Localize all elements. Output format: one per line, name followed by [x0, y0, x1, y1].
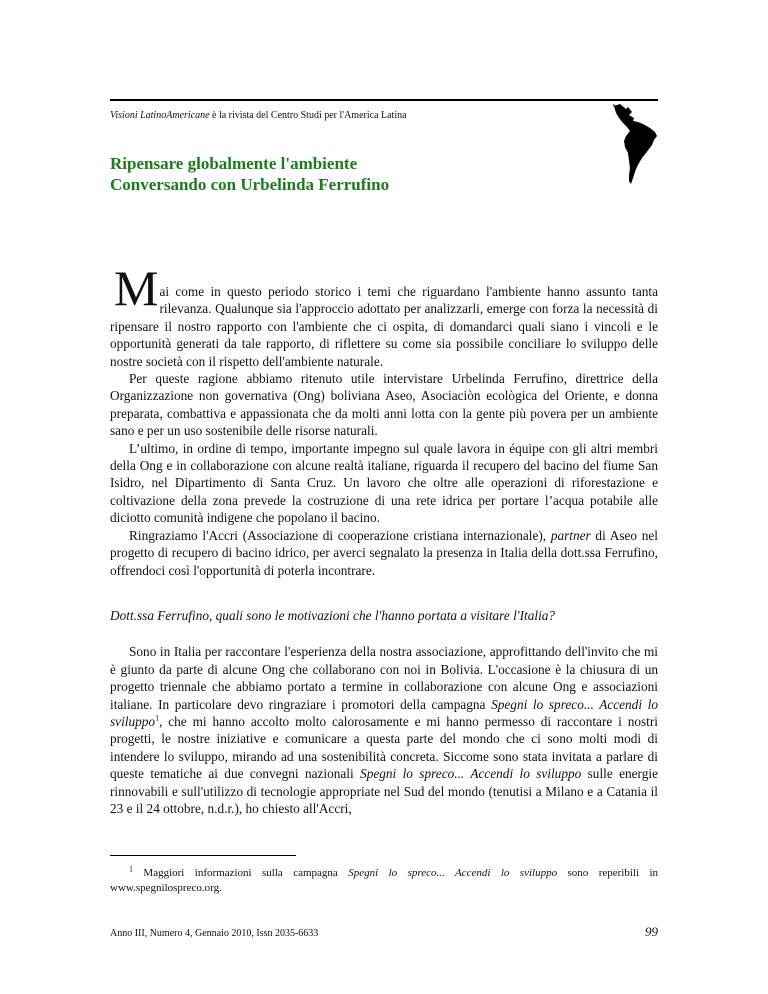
interview-question: Dott.ssa Ferrufino, quali sono le motivazioni che l'hanno portata a visitare l'Italia? — [110, 607, 556, 623]
footnote-mark: 1 — [129, 864, 133, 874]
header-rule — [110, 99, 658, 101]
paragraph-2: Per queste ragione abbiamo ritenuto utile intervistare Urbelinda Ferrufino, direttrice della Organizzazione non governativa (Ong) boliviana Aseo, Asociaciòn ecològica del Oriente, e donna preparata, combattiva e appassionata che da molti anni lotta con la gente più povera per un ambiente sano e per un uso sostenibile delle risorse naturali. — [110, 371, 658, 439]
title-line-1: Ripensare globalmente l'ambiente — [110, 154, 358, 173]
paragraph-4: Ringraziamo l'Accri (Associazione di cooperazione cristiana internazionale), partner di Aseo nel progetto di recupero di bacino idrico, per averci segnalato la presenza in Italia della dott.ssa Ferrufino, offrendoci così l'opportunità di poterla incontrare. — [110, 527, 658, 578]
journal-name: Visioni LatinoAmericane — [110, 110, 210, 121]
footnote: $^1$ Maggiori informazioni sulla campagna Spegni lo spreco... Accendi lo sviluppo sono reperibili in www.spegnilospreco.org. — [110, 864, 658, 894]
issue-info: Anno III, Numero 4, Gennaio 2010, Issn 2035-6633 — [110, 928, 319, 939]
drop-cap: M — [114, 260, 159, 316]
page-number: 99 — [645, 924, 658, 939]
article-body — [110, 260, 658, 817]
intro-text: ai come in questo periodo storico i temi che riguardano l'ambiente hanno assunto tanta rilevanza. Qualunque sia l'approccio adottato per analizzarli, emerge con forza la necessità di ripensare il nostro rapporto con l'ambiente che ci ospita, di domandarci quali siano i vincoli e le opportunità generati da tale rapporto, di riflettere su come sia possibile conciliare lo sviluppo delle nostre società con il rispetto dell'ambiente naturale. — [110, 284, 658, 369]
title-line-2: Conversando con Urbelinda Ferrufino — [110, 175, 390, 194]
paragraph-answer: Sono in Italia per raccontare l'esperienza della nostra associazione, approfittando dell'invito che mi è giunto da parte di alcune Ong che collaborano con noi in Bolivia. L'occasione è la chiusura di un progetto triennale che abbiamo portato a termine in collaborazione con alcune Ong e associazioni italiane. In particolare devo ringraziare i promotori della campagna Spegni lo spreco... Accendi lo sviluppo$^1$, che mi hanno accolto molto calorosamente e mi hanno permesso di raccontare i nostri progetti, le nostre iniziative e comunicare a questa parte del mondo che ci sono molti modi di intendere lo sviluppo, mirando ad una sostenibilità concreta. Siccome sono stata invitata a parlare di queste tematiche ai due convegni nazionali Spegni lo spreco... Accendi lo sviluppo sulle energie rinnovabili e sull'utilizzo di tecnologie appropriate nel Sud del mondo (tenutisi a Milano e a Catania il 23 e il 24 ottobre, n.d.r.), ho chiesto all'Accri, — [110, 644, 658, 816]
journal-header — [110, 110, 407, 121]
article-title — [110, 153, 670, 195]
footnote-rule — [110, 855, 296, 856]
paragraph-intro — [110, 260, 658, 370]
journal-description: è la rivista del Centro Studi per l'America Latina — [209, 110, 407, 121]
footnote-reference[interactable]: 1 — [155, 713, 160, 723]
paragraph-3: L’ultimo, in ordine di tempo, importante impegno sul quale lavora in équipe con gli altri membri della Ong e in collaborazione con alcune realtà italiane, riguarda il recupero del bacino del fiume San Isidro, nel Dipartimento di Santa Cruz. Un lavoro che oltre alle operazioni di riforestazione e coltivazione della zona prevede la costruzione di una rete idrica per portare l’acqua potabile alle diciotto comunità indigene che popolano il bacino. — [110, 440, 658, 526]
